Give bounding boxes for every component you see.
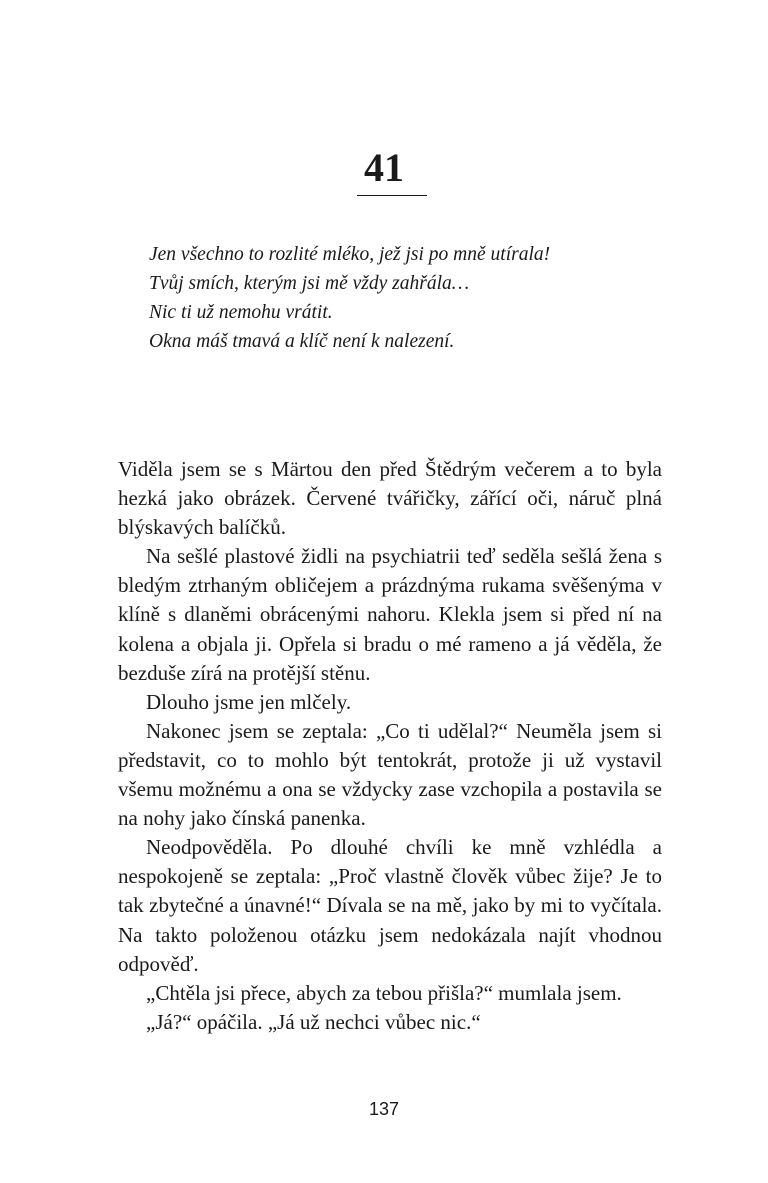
paragraph-3: Dlouho jsme jen mlčely. [146,689,352,714]
body-text [118,455,662,1037]
paragraph-6: „Chtěla jsi přece, abych za tebou přišla?“ mumlala jsem. [146,980,622,1005]
epigraph-line-1: Jen všechno to rozlité mléko, jež jsi po mně utírala! [149,244,551,265]
paragraph-2: Na sešlé plastové židli na psychiatrii teď seděla sešlá žena s bledým ztrhaným obličejem a prázdnýma rukama svěšenýma v klíně s dlaněmi obrácenými nahoru. Klekla jsem si před ní na kolena a objala ji. Opřela si bradu o mé rameno a já věděla, že bezduše zírá na protější stěnu. [118,544,662,685]
paragraph-7: „Já?“ opáčila. „Já už nechci vůbec nic.“ [146,1009,481,1034]
page-number: 137 [368,1099,400,1119]
epigraph [149,240,709,356]
epigraph-line-3: Nic ti už nemohu vrátit. [149,302,333,323]
epigraph-line-2: Tvůj smích, kterým jsi mě vždy zahřála… [149,273,470,294]
paragraph-5: Neodpověděla. Po dlouhé chvíli ke mně vzhlédla a nespokojeně se zeptala: „Proč vlastně člověk vůbec žije? Je to tak zbytečné a únavné!“ Dívala se na mě, jako by mi to vyčítala. Na takto položenou otázku jsem nedokázala najít vhodnou odpověď. [118,835,662,976]
paragraph-4: Nakonec jsem se zeptala: „Co ti udělal?“ Neuměla jsem si představit, co to mohlo být tentokrát, protože ji už vystavil všemu možnému a ona se vždycky zase vzchopila a postavila se na nohy jako čínská panenka. [118,718,662,831]
epigraph-line-4: Okna máš tmavá a klíč není k nalezení. [149,331,455,352]
chapter-number: 41 [364,145,404,190]
chapter-title-rule [357,195,427,196]
paragraph-1: Viděla jsem se s Märtou den před Štědrým večerem a to byla hezká jako obrázek. Červené tvářičky, zářící oči, náruč plná blýskavých balíčků. [118,457,662,540]
